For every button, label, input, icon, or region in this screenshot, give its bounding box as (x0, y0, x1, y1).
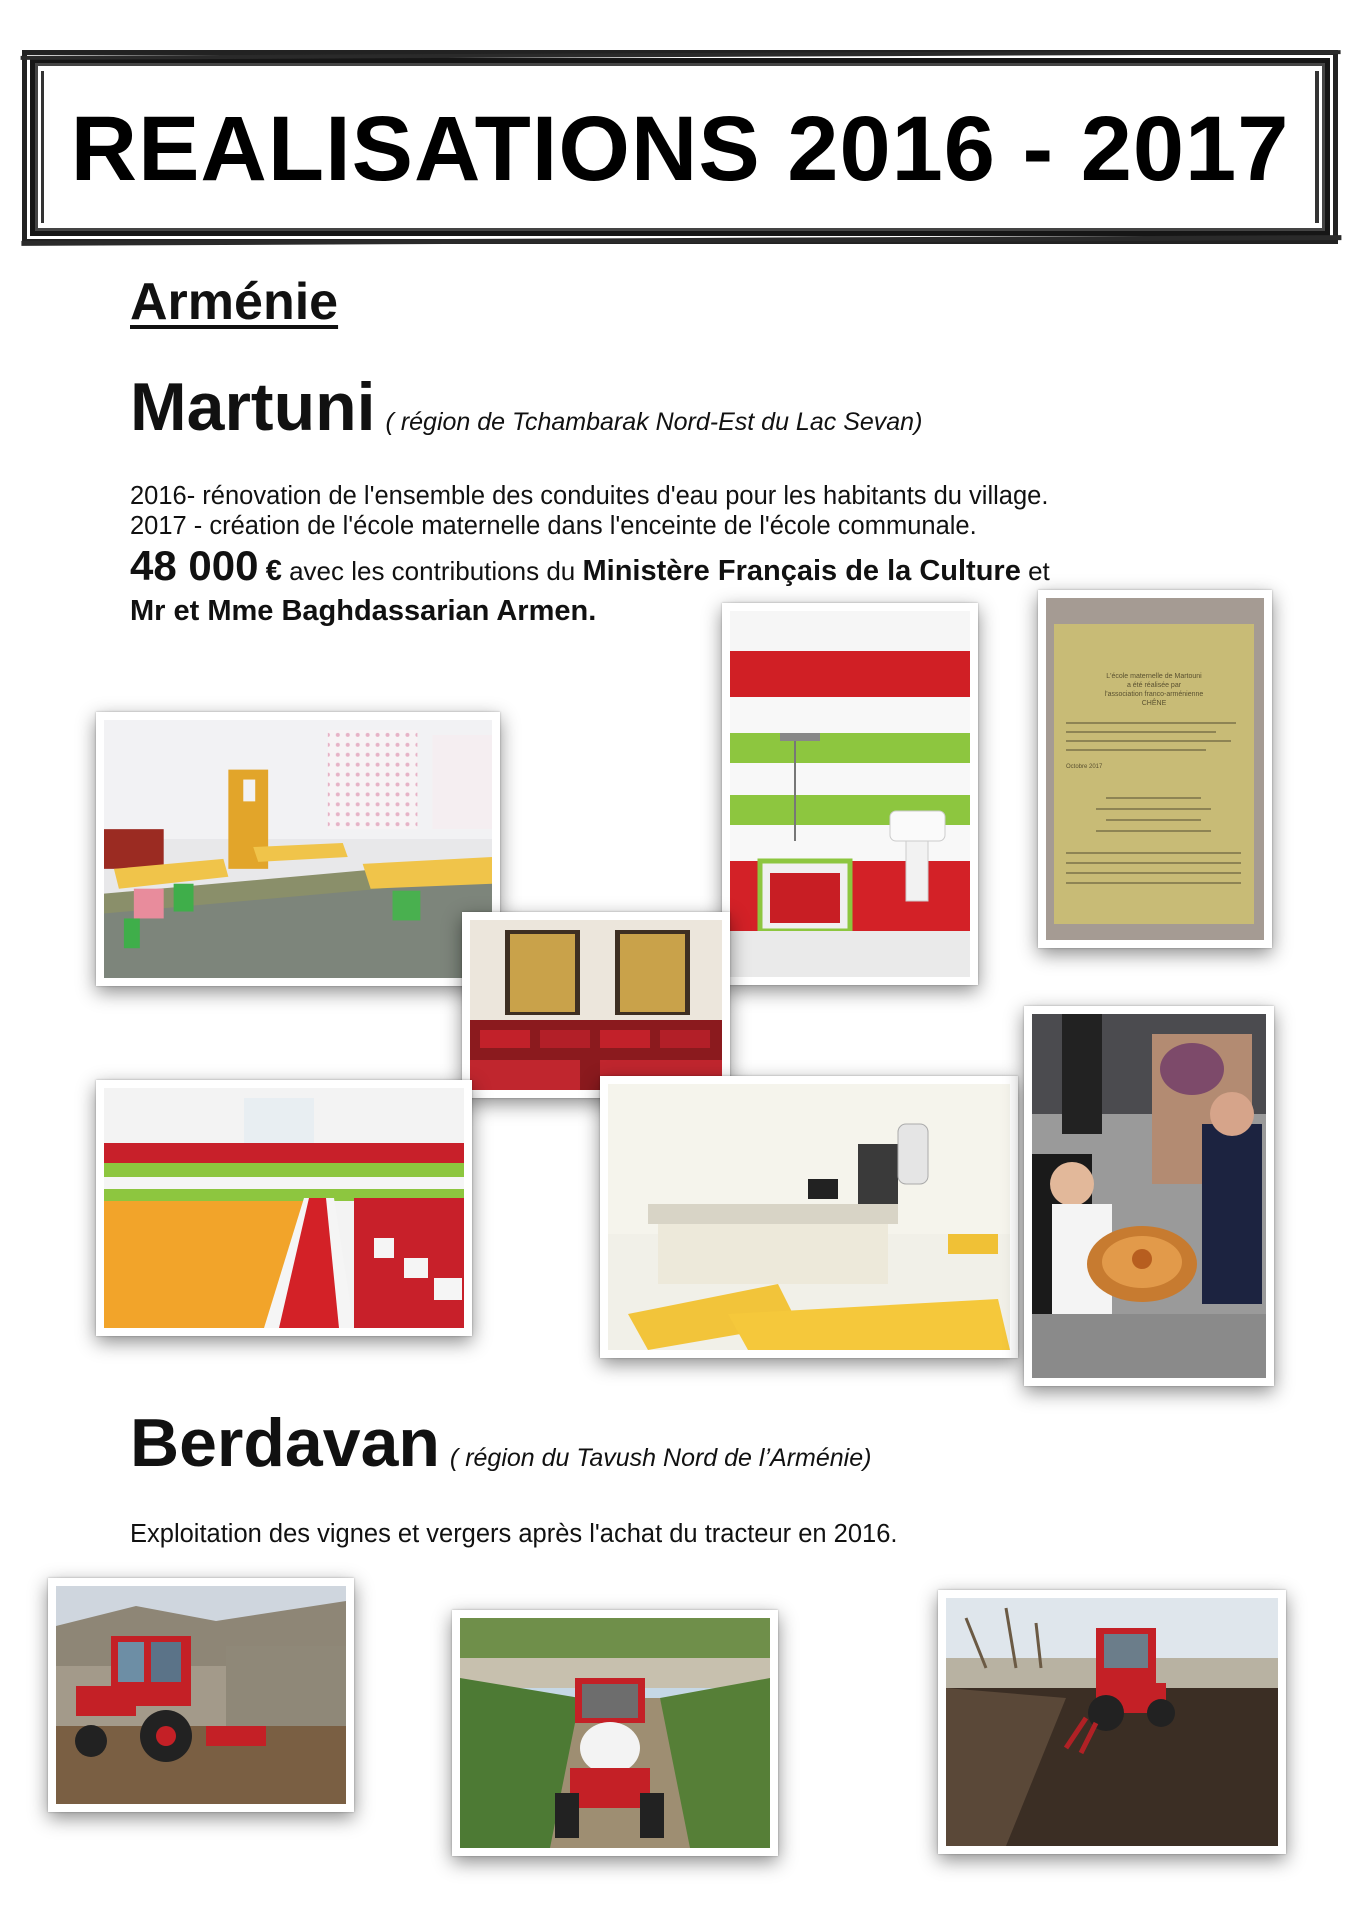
place-region: ( région de Tchambarak Nord-Est du Lac Sevan) (385, 408, 923, 436)
place-title-berdavan (130, 1404, 871, 1482)
plaque-line4: CHÊNE (1141, 700, 1167, 707)
plaque-line2: a été réalisée par (1126, 682, 1182, 689)
plaque-date: Octobre 2017 (1066, 764, 1103, 770)
currency-symbol: € (265, 555, 282, 587)
photo-tractor-plough (938, 1590, 1286, 1854)
berdavan-text: Exploitation des vignes et vergers après l'achat du tracteur en 2016. (130, 1520, 898, 1548)
contribution-text: avec les contributions du (289, 556, 576, 586)
contribution-amount: 48 000 (130, 542, 259, 589)
photo-tractor-vineyard (452, 1610, 778, 1856)
photo-shower (722, 603, 978, 985)
ministry-name: Ministère Français de la Culture (582, 555, 1021, 587)
place-name: Martuni (130, 369, 376, 445)
plaque-line1: L'école maternelle de Martouni (1106, 673, 1202, 680)
and-text: et (1028, 556, 1050, 586)
photo-tractor-field (48, 1578, 354, 1812)
section-heading-armenie: Arménie (130, 273, 339, 331)
place-region: ( région du Tavush Nord de l’Arménie) (449, 1444, 872, 1472)
title-frame (30, 58, 1330, 236)
place-name: Berdavan (130, 1405, 440, 1481)
place-title-martuni (130, 368, 922, 446)
plaque-line3: l'association franco-arménienne (1104, 691, 1204, 698)
martuni-text-2017: 2017 - création de l'école maternelle dans l'enceinte de l'école communale. (130, 512, 977, 540)
photo-sanitary-block (96, 1080, 472, 1336)
donor-names: Mr et Mme Baghdassarian Armen. (130, 595, 597, 627)
page-title: REALISATIONS 2016 - 2017 (70, 98, 1290, 200)
martuni-text-2016: 2016- rénovation de l'ensemble des conduites d'eau pour les habitants du village. (130, 482, 1049, 510)
photo-ceremony (1024, 1006, 1274, 1386)
photo-classroom (96, 712, 500, 986)
photo-kitchen (600, 1076, 1018, 1358)
photo-plaque (1038, 590, 1272, 948)
photo-dormitory (462, 912, 730, 1098)
